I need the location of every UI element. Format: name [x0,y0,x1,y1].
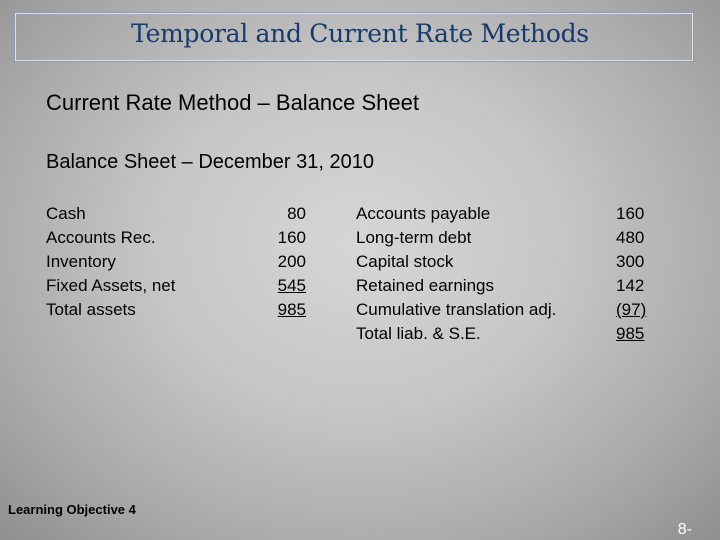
liab-label-long-term-debt: Long-term debt [356,228,472,247]
liabilities-label-column [356,202,556,346]
asset-value-inventory: 200 [277,252,306,271]
liab-label-capital-stock: Capital stock [356,252,454,271]
asset-label-total-assets: Total assets [46,300,136,319]
asset-label-fixed-assets: Fixed Assets, net [46,276,176,295]
section-heading: Current Rate Method – Balance Sheet [46,90,420,115]
page-number: 8- [677,521,692,538]
liab-label-retained-earnings: Retained earnings [356,276,494,295]
liab-value-cta: (97) [616,300,647,319]
asset-label-accounts-rec: Accounts Rec. [46,228,156,247]
balance-sheet-date-heading: Balance Sheet – December 31, 2010 [46,151,374,173]
liab-label-accounts-payable: Accounts payable [356,204,491,223]
liab-value-total: 985 [616,324,645,343]
liab-value-retained-earnings: 142 [616,276,645,295]
assets-label-column [46,202,175,322]
assets-value-column [262,202,306,322]
asset-value-fixed-assets: 545 [277,276,306,295]
asset-value-cash: 80 [287,204,306,223]
liab-label-total: Total liab. & S.E. [356,324,481,343]
liab-label-cta: Cumulative translation adj. [356,300,557,319]
asset-value-accounts-rec: 160 [277,228,306,247]
liabilities-value-column [616,202,660,346]
asset-label-cash: Cash [46,204,86,223]
asset-label-inventory: Inventory [46,252,116,271]
learning-objective-note: Learning Objective 4 [8,502,136,517]
liab-value-capital-stock: 300 [616,252,645,271]
liab-value-accounts-payable: 160 [616,204,645,223]
liab-value-long-term-debt: 480 [616,228,645,247]
slide-title: Temporal and Current Rate Methods [131,19,589,48]
asset-value-total-assets: 985 [277,300,306,319]
